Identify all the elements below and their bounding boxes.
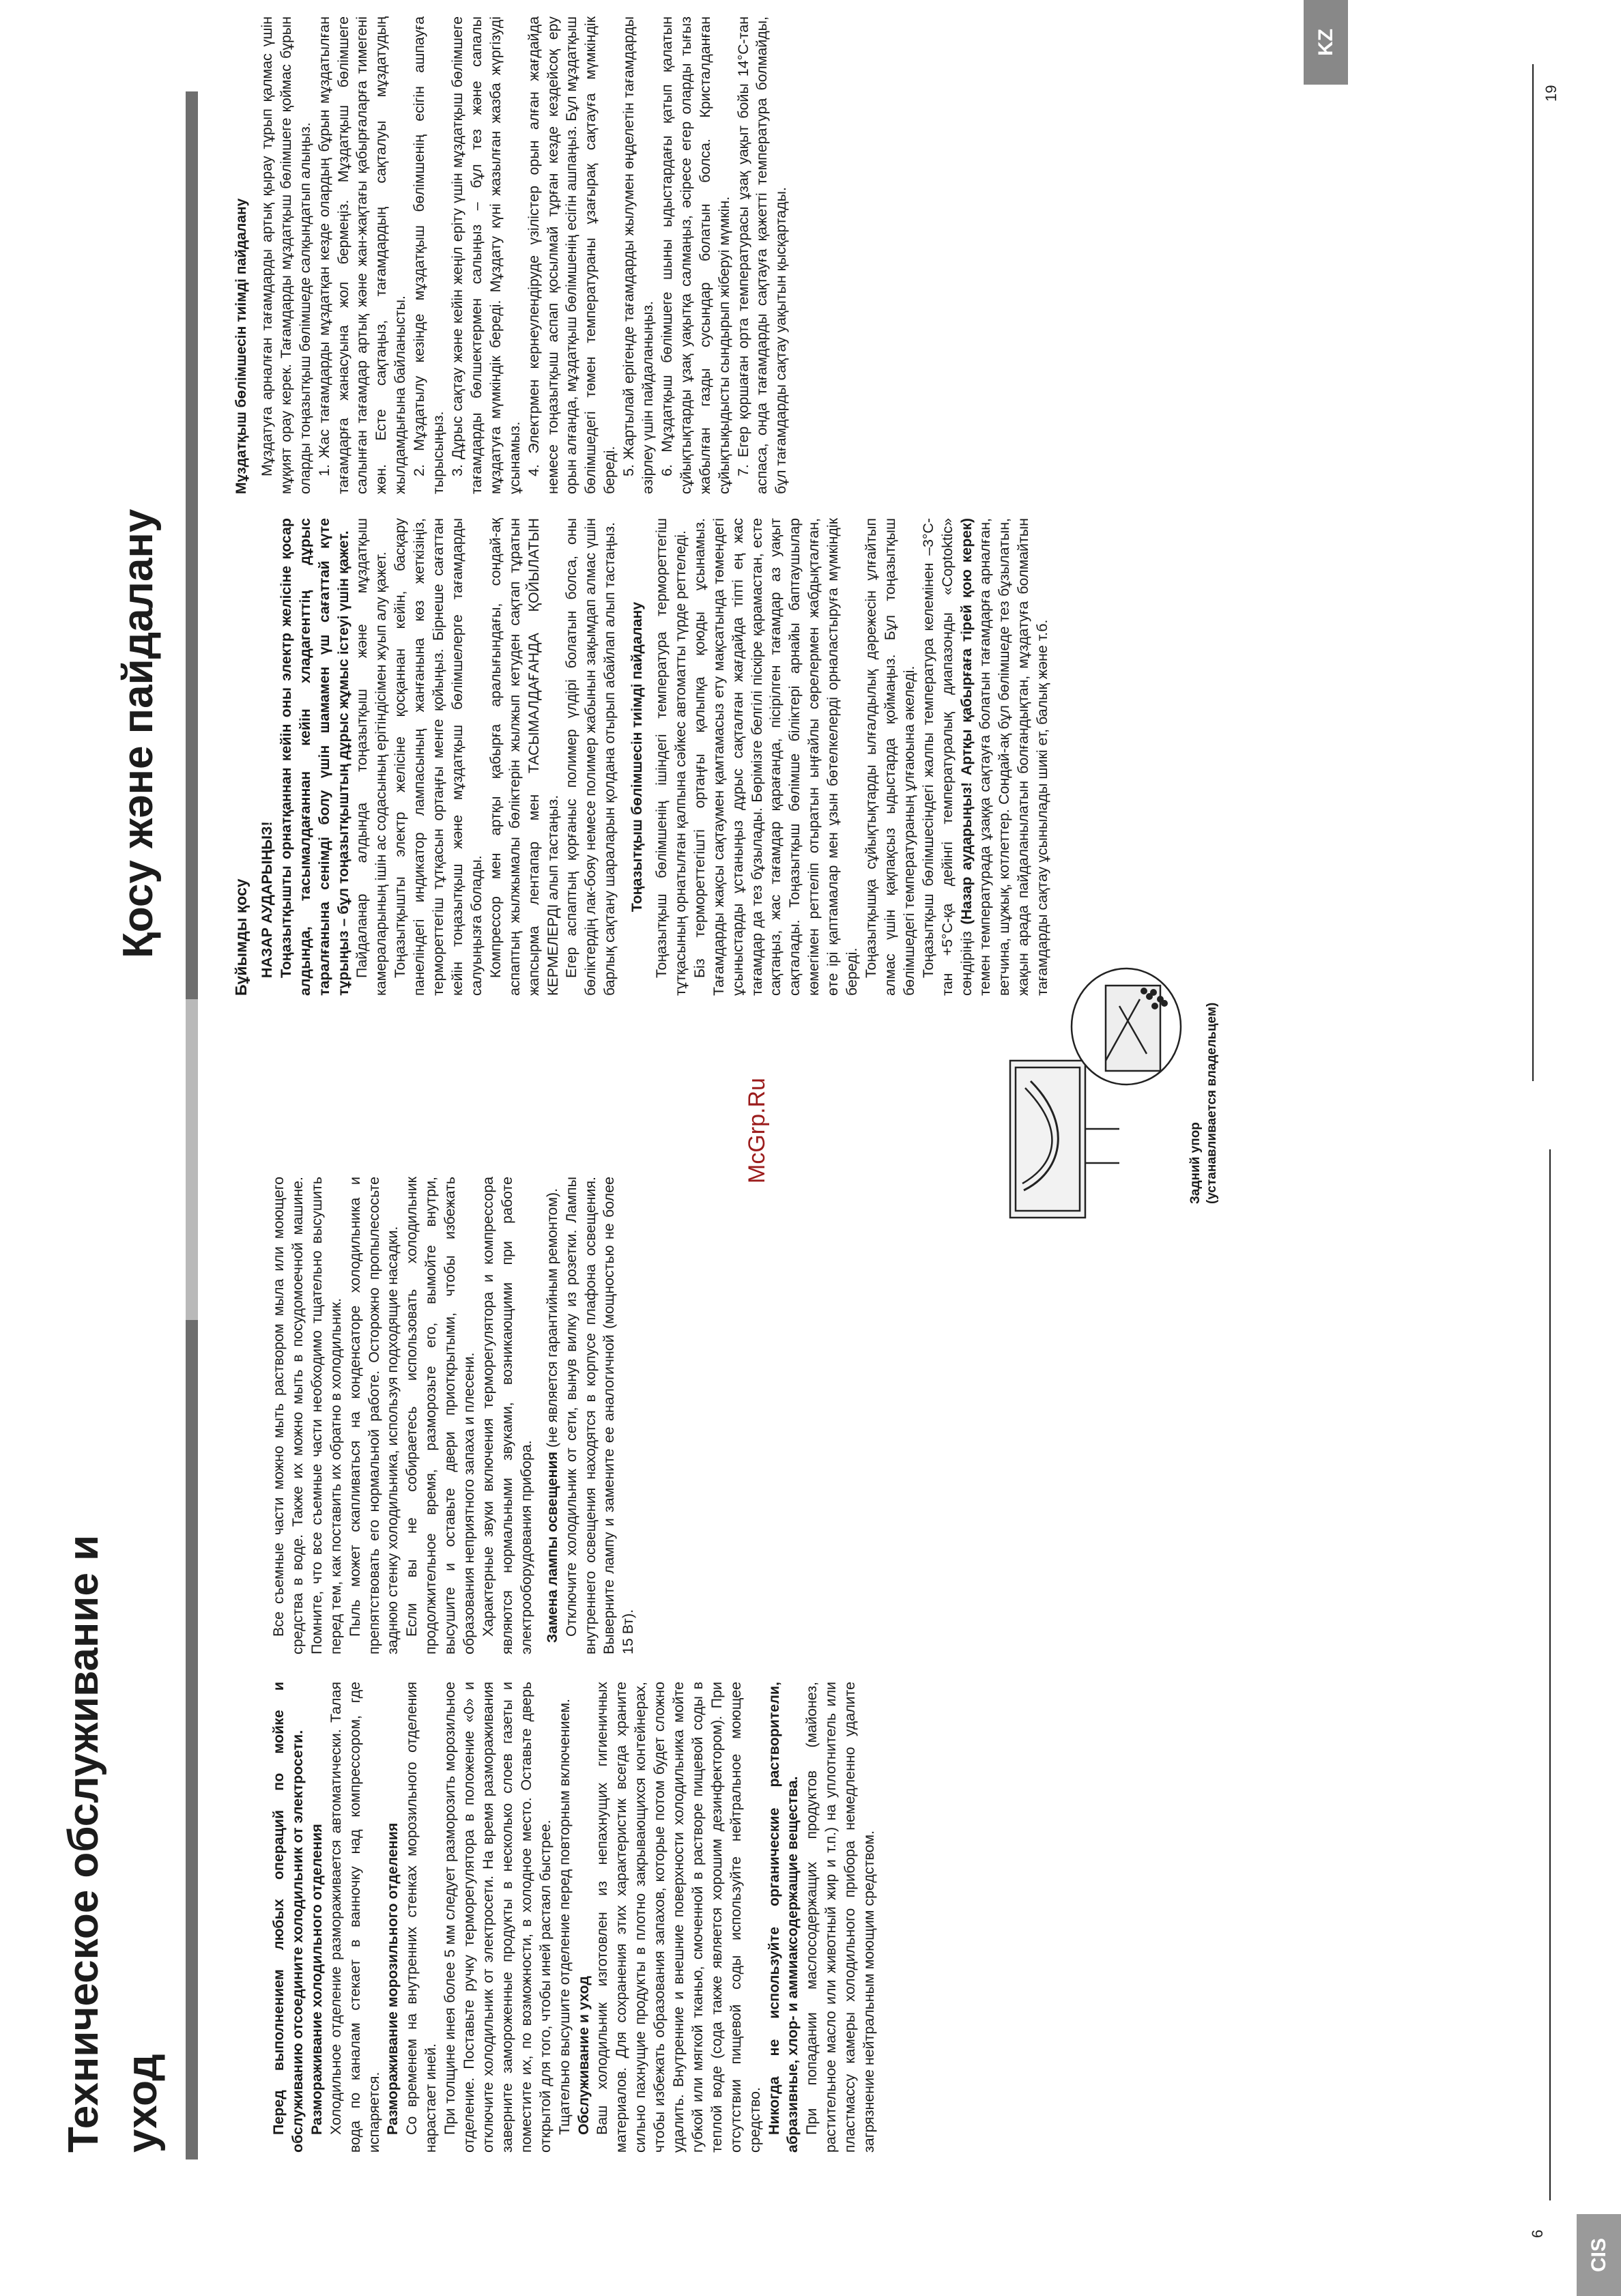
cis-col1-h2: Размораживание морозильного отделения [384,1822,401,2135]
kz-col2-p8: 7. Егер қоршаған орта температурасы ұзақ уақыт бойы 14°С-тан аспаса, онда тағамдарды сақтауға қажетті температура болмайды, бұл тағамдарды сақтау уақытын қысқартады. [734,16,790,494]
cis-page-number: 6 [1529,2229,1546,2238]
kz-col2-h1: Мұздатқыш бөлімшесін тиімді пайдалану [233,198,249,494]
cis-fig-caption-2: (устанавливается владельцем) [1205,1002,1219,1204]
kz-tab-label: KZ [1314,29,1337,56]
kz-col1-p7: Біз термореттегішті ортаңғы қалыпқа қоюды ұсынамыз. Тағамдарды жақсы сақтаумен қамтамасыз ету мақсатында төмендегі ұсыныстарды ұстаныңыз дұрыс сақталған жағдайда тіпті ең жас тағамдар да тез бұзылады. Бөрімізге белгілі піскіре қарамастан, есте сақтаңыз, жас тағамдар қарағанда, пісірілген тағамдар аз уақыт сақталады. Тоңазытқыш бөлімше біліктері арнайы баптаушылар көмегімен реттеліп отыратын ыңғайлы сөрелермен жабдықталған, өте ірі қаптамалар мен ұзын бөтелкелерді орналастыруға мүмкіндік береді. [691,518,861,996]
cis-col1-p7: Никогда не используйте органические растворители, абразивные, хлор- и аммиаксодержащие вещества. [765,1682,801,2153]
cis-back-stopper-figure [983,958,1188,1231]
cis-col2-p3: Если вы не собираетесь использовать холодильник продолжительное время, разморозьте его, вымойте внутри, высушите и оставьте двери приоткрытыми, чтобы избежать образования неприятного запаха и плесени. [403,1177,478,1654]
cis-col1-p5: Тщательно высушите отделение перед повторным включением. [556,1698,573,2135]
kz-col2-p7: 6. Мұздатқыш бөлімшеге шыны ыдыстардағы қатып қалатын сұйықтықтарды ұзақ уақытқа салмаңыз, әсіресе егер оларды тығыз жабылған газды сусындар болатын болса. Кристалданған сұйықтықыдысты сындырып жіберуі мүмкін. [658,16,732,494]
cis-col1-h3: Обслуживание и уход [575,1976,592,2135]
kz-title-bar [186,91,198,999]
cis-col1-p4: При толщине инея более 5 мм следует разморозить морозильное отделение. Поставьте ручку терморегулятора в положение «0» и отключите холодильник от электросети. На время размораживания заверните замороженные продукты в несколько слоев газеты и поместите их, по возможности, в холодное место. Оставьте дверь открытой для того, чтобы иней растаял быстрее. [442,1682,554,2153]
kz-col1-p5: Егер аспаптың қорғаныс полимер үлдірі болатын болса, оны бөліктердің лак-бояу немесе полимер жабынын зақымдап алмас үшін барлық сақтану шараларын қолдана отырып абайлап алып тастаңыз. [563,518,618,996]
cis-col2-p1: Все съемные части можно мыть раствором мыла или моющего средства в воде. Также их можно мыть в посудомоечной машине. Помните, что все съемные части необходимо тщательно высушить перед тем, как поставить их обратно в холодильник. [270,1177,344,1654]
kz-col2-p1: Мұздатуға арналған тағамдарды артық қырау тұрып қалмас үшін мұқият орау керек. Тағамдарды мұздатқыш бөлімшеге қоймас бұрын оларды тоңазытқыш бөлімшеде салқындатып алыңыз. [258,16,313,494]
cis-col2-p2: Пыль может скапливаться на конденсаторе холодильника и препятствовать его нормальной работе. Осторожно пропылесосьте заднюю стенку холодильника, используя подходящие насадки. [346,1177,401,1654]
cis-col1-p6: Ваш холодильник изготовлен из непахнущих гигиеничных материалов. Для сохранения этих характеристик всегда храните сильно пахнущие продукты в плотно закрывающихся контейнерах, чтобы избежать образования запахов, которые потом будет сложно удалить. Внутренние и внешние поверхности холодильника мойте губкой или мягкой тканью, смоченной в растворе пищевой соды в теплой воде (сода также является хорошим дезинфектором). При отсутствии пищевой соды используйте нейтральное моющее средство. [594,1682,763,2153]
cis-col2-h1-note: (не является гарантийным ремонтом). [543,1188,560,1448]
back-stopper-illustration [983,958,1188,1231]
kz-col2-p6: 5. Жартылай ерігенде тағамдарды жылумен өңделетін тағамдарды әзірлеу үшін пайдаланыңыз. [620,16,657,494]
cis-title-line-1: Техническое обслуживание и [60,1534,107,2153]
watermark: McGrp.Ru [744,1078,770,1183]
kz-col2-p4: 3. Дұрыс сақтау және кейін жеңіл еріту үшін мұздатқыш бөлімшеге тағамдарды бөлшектермен салыңыз – бұл тез және сапалы мұздатуға мүмкіндік береді. Мұздату күні жазылған жазба жүргізуді ұсынамыз. [448,16,523,494]
kz-footer-rule [1532,64,1534,1081]
cis-col2-h1: Замена лампы освещения [543,1451,560,1644]
cis-col1-p8: При попадании маслосодержащих продуктов (майонез, растительное масло или животный жир и т.п.) на уплотнитель или пластмассу камеры холодильного прибора немедленно удалите загрязнение нейтральным моющим средством. [803,1682,878,2153]
kz-col1-p3: Тоңазытқышты электр желісіне қосқаннан кейін, басқару панеліндегі индикатор лампасының жанғанына көз жеткізіңіз, термореттегіш тұтқасын ортаңғы менге қойыңыз. Бірнеше сағаттан кейін тоңазытқыш және мұздатқыш бөлімшелерге тағамдарды салуыңызға болады. [392,518,485,996]
cis-col2-h1-line [543,1177,562,1654]
cis-footer-rule [1549,1149,1551,2200]
kz-col1-h2: НАЗАР АУДАРЫҢЫЗ! [258,821,275,978]
cis-title-line-2: уход [119,2054,166,2153]
kz-column-2 [232,16,1358,494]
kz-col1-p9-rest: темен температурада ұзаққа сақтауға болатын тағамдарға арналған, ветчина, шұжық, котлеттер. Сондай-ақ бұл бөлімшеде тез бұзылатын, жақын арада пайдаланылатын болғандықтан, мұздатуға болмайтын тағамдарды сақтау ұсынылады шикі ет, балық және т.б. [977,518,1051,996]
cis-column-2 [270,1177,993,1654]
kz-col1-p4: Компрессор мен артқы қабырға аралығындағы, сондай-ақ аспаптың жылжымалы бөліктерін жылжып кетуден сақтап тұратын жапсырма лентапар мен ТАСЫМАЛДАҒАНДА ҚОЙЫЛАТЫН КЕРМЕЛЕРДІ алып тастаңыз. [487,518,561,996]
kz-col1-p9: Тоңазытқыш бөлімшесіндегі жалпы температура келемінен –3°С-тан +5°С-қа дейінгі температуралық диапазонды «Сорtoktic» сөндіріңіз [919,518,975,996]
cis-col1-p3: Со временем на внутренних стенках морозильного отделения нарастает иней. [403,1682,440,2153]
kz-col1-p8: Тоңазытқышқа сұйықтықтарды ылғалдылық дәрежесін ұлғайтып алмас үшін қақпақсыз ыдыстарда қоймаңыз. Бұл тоңазытқыш бөлімшедегі температураның ұлғаюына әкеледі. [863,518,917,996]
cis-fig-caption-1: Задний упор [1188,1122,1203,1204]
cis-page-title [55,1265,172,2153]
cis-tab-label: CIS [1587,2238,1610,2273]
cis-title-bar [186,1320,198,2159]
kz-col1-p2: Пайдаланар алдында тоңазытқыш және мұздатқыш камераларының ішін ас содасының ерітіндісімен жуып алу қажет. [354,518,390,996]
kz-col1-p9-line [919,518,1052,996]
cis-column-1 [270,1682,1375,2153]
cis-col1-p2: Холодильное отделение размораживается автоматически. Талая вода по каналам стекает в ванночку над компрессором, где испаряется. [327,1682,382,2153]
kz-col1-p1: Тоңазытқышты орнатқаннан кейін оны электр желісіне қосар алдында, тасымалдағаннан кейін хладагенттің дұрыс таралғанына сенімді болу үшін шамамен үш сағаттай күте тұрыңыз – бұл тоңазытқыштың дұрыс жұмыс істеуі үшін қажет. [277,518,352,996]
kz-page-number: 19 [1543,85,1560,102]
cis-tab [1577,2214,1621,2296]
cis-col2-p5: Отключите холодильник от сети, вынув вилку из розетки. Лампы внутреннего освещения находятся в корпусе плафона освещения. Выверните лампу и замените ее аналогичной (мощностью не более 15 Вт). [562,1177,637,1654]
cis-col2-p4: Характерные звуки включения терморегулятора и компрессора являются нормальными звуками, возникающими при работе электрооборудования прибора. [479,1177,534,1654]
kz-col1-h3: Тоңазытқыш бөлімшесін тиімді пайдалану [629,601,646,913]
kz-col1-p6: Тоңазытқыш бөлімшенің ішіндегі температура термореттегіш тұтқасының орнатылған қалпына сәйкес автоматты түрде реттеледі. [653,518,689,996]
kz-column-1 [232,518,1358,996]
cis-col1-h1: Размораживание холодильного отделения [308,1824,325,2135]
kz-col2-p5: 4. Электрмен кернеулендіруде үзілістер орын алған жағдайда немесе тоңазытқыш аспап қосылмай тұрған кезде кездейсоқ еру орын алғанда, мұздатқыш бөлімшенің есігін ашпаңыз. Бұл мұздатқыш бөлімшедегі төмен температураны ұзағырақ сақтауға мүмкіндік береді. [525,16,618,494]
cis-col1-p1: Перед выполнением любых операций по мойке и обслуживанию отсоедините холодильник от электросети. [270,1682,306,2153]
kz-col2-p3: 2. Мұздатылу кезінде мұздатқыш бөлімшенің есігін ашпауға тырысыңыз. [411,16,447,494]
kz-col1-h1: Бұйымды қосу [232,878,250,996]
kz-page-title: Қосу және пайдалану [115,508,162,958]
kz-col2-p2: 1. Жас тағамдарды мұздатқан кезде олардың бұрын мұздатылған тағамдарға жанасуына жол бермеңіз. Мұздатқыш бөлімшеге салынған тағамдар артық және жан-жақтағы қабырғаларға тимегені жөн. Есте сақтаңыз, тағамдардың сақталуы мұздатудың жылдамдығына байланысты. [315,16,409,494]
kz-col1-p9-bold: (Назар аударыңыз! Артқы қабырғаға тірей қою керек) [958,518,975,925]
